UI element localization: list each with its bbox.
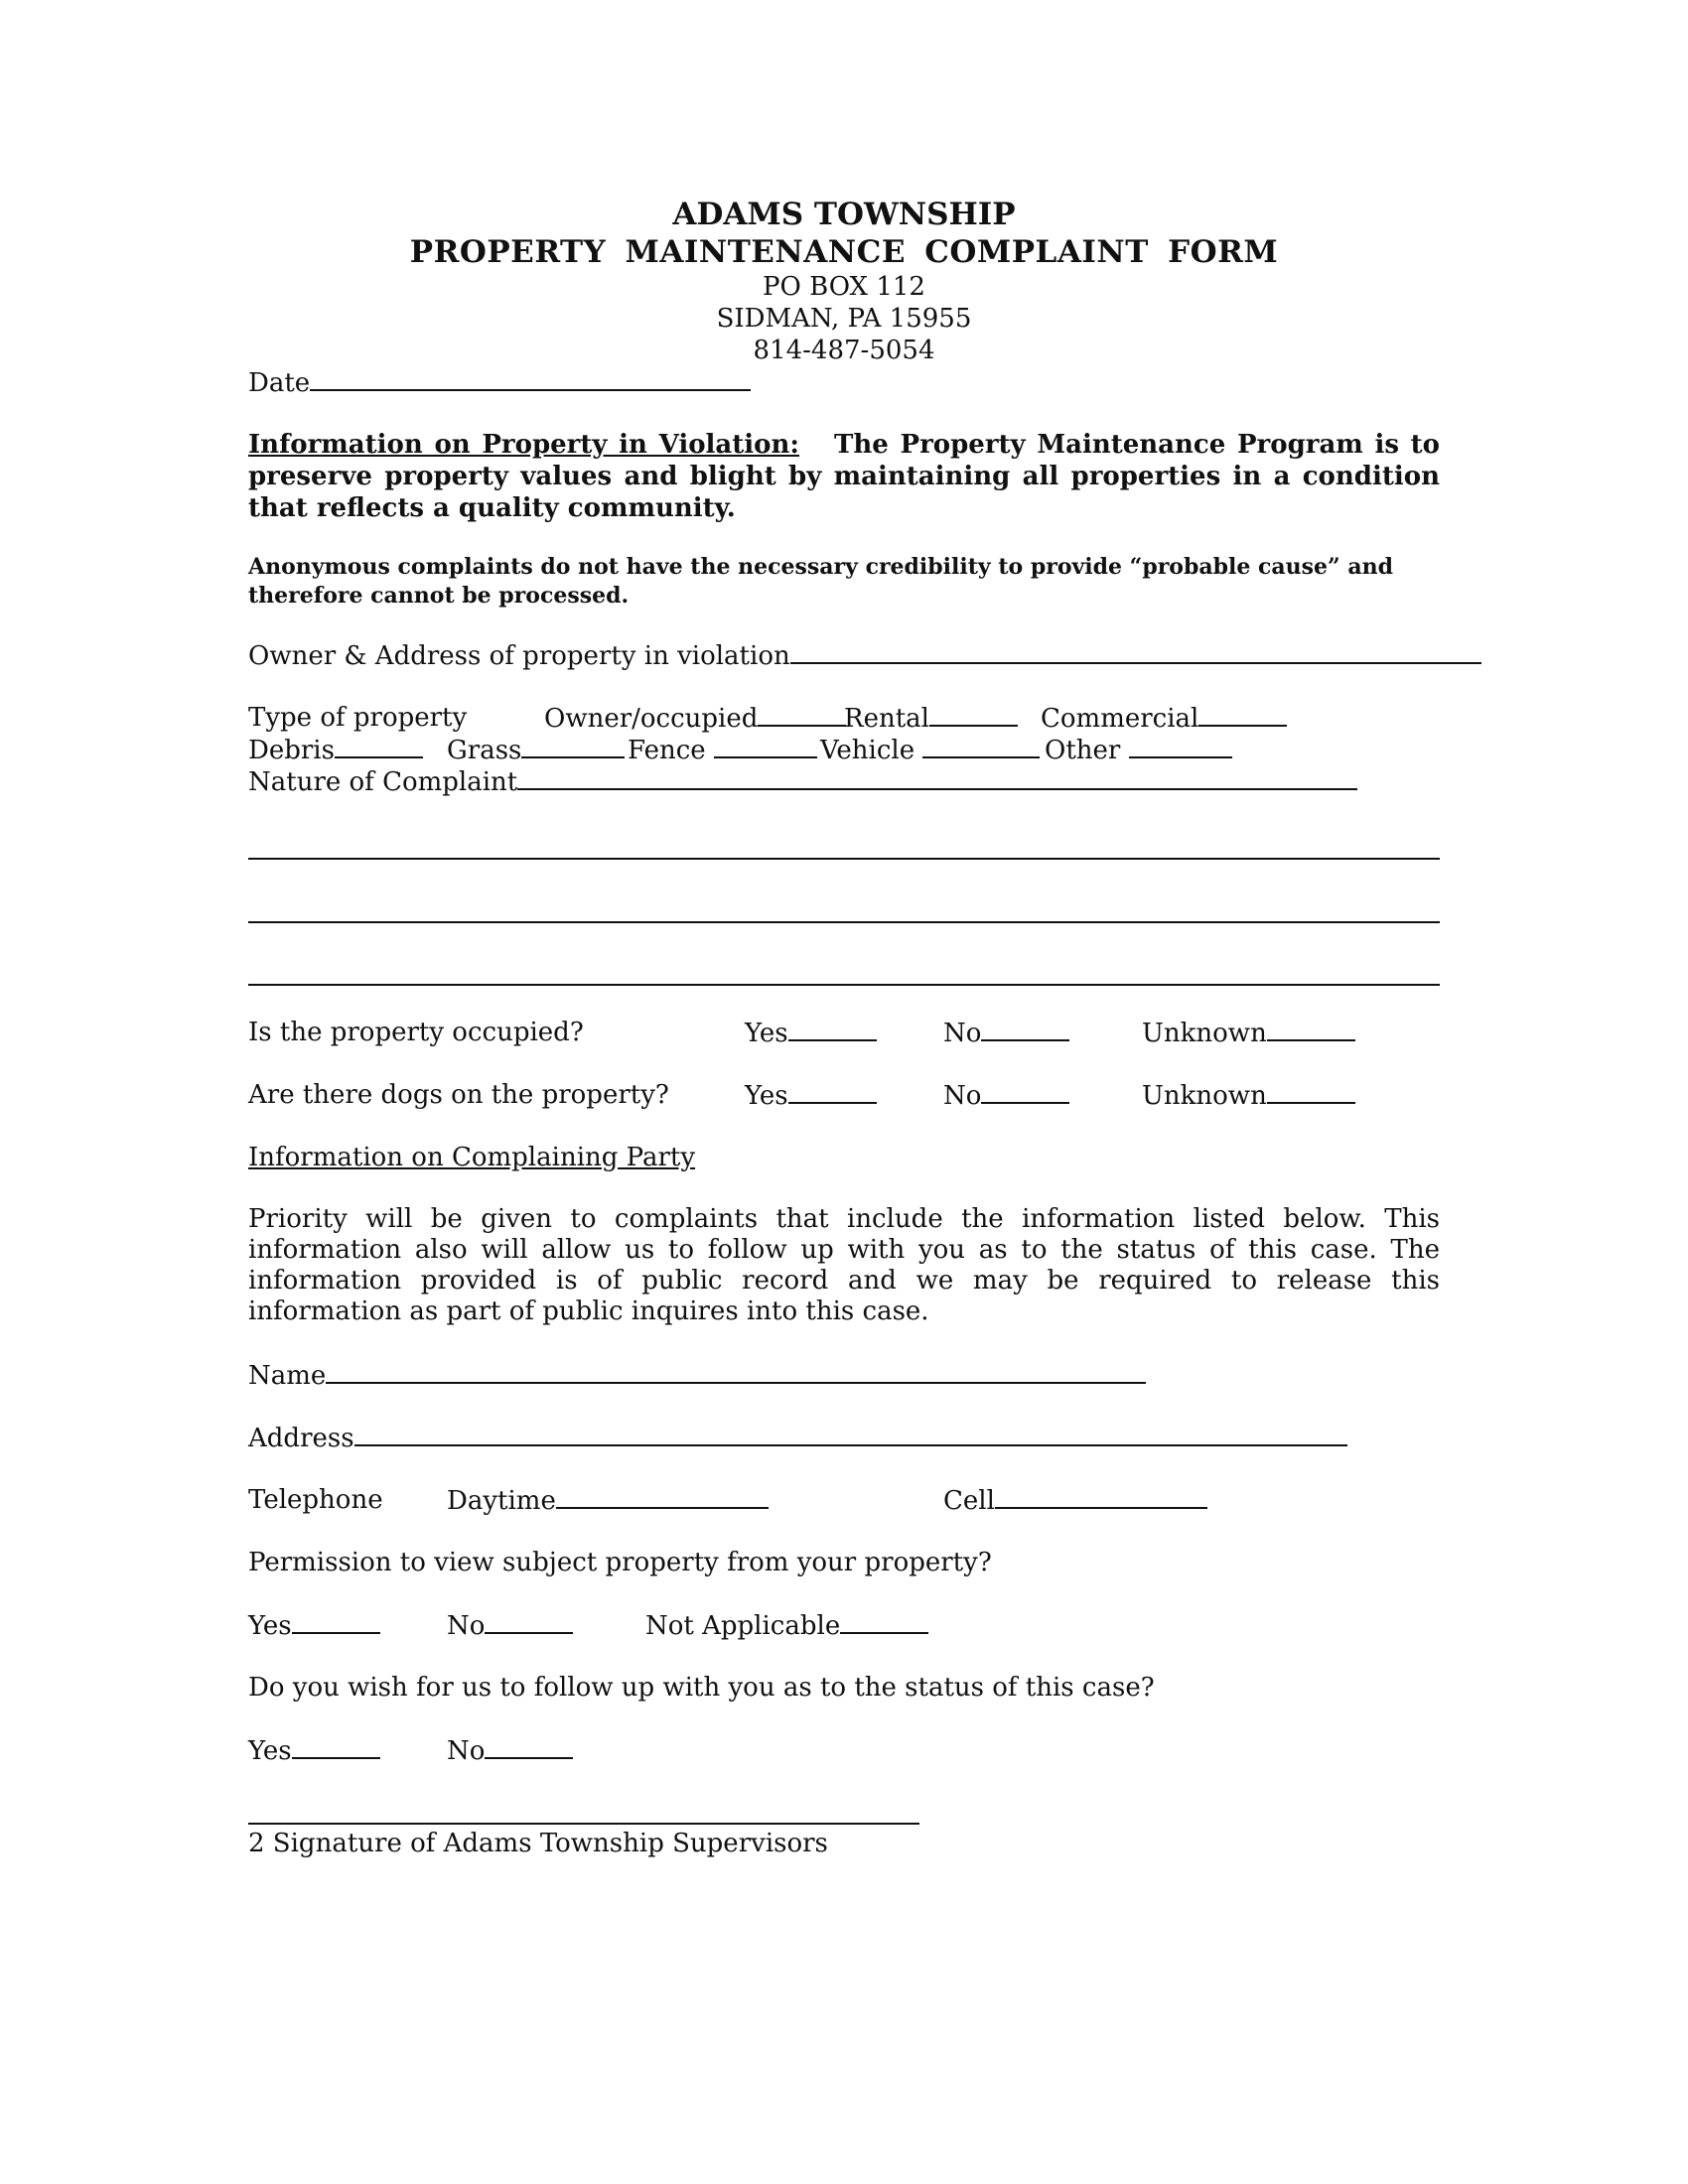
owner-field[interactable] [790, 640, 1481, 664]
fence-option [628, 735, 817, 765]
rental-option [844, 703, 1018, 734]
owner-occupied-option [544, 703, 846, 734]
address-row [248, 1423, 1347, 1453]
followup-yes-option [248, 1735, 380, 1766]
other-label: Other [1045, 736, 1121, 765]
township-title: ADAMS TOWNSHIP [672, 197, 1016, 232]
address-field[interactable] [354, 1423, 1347, 1446]
form-title: PROPERTY MAINTENANCE COMPLAINT FORM [409, 234, 1279, 270]
occupied-unknown-field[interactable] [1267, 1018, 1355, 1041]
occupied-unknown-option [1142, 1018, 1355, 1048]
city-state-zip: SIDMAN, PA 15955 [716, 304, 972, 334]
phone-number: 814-487-5054 [753, 336, 935, 365]
owner-occupied-label: Owner/occupied [544, 704, 759, 734]
occupied-yes-field[interactable] [788, 1018, 877, 1041]
permission-no-label: No [447, 1611, 486, 1641]
permission-na-option [645, 1610, 928, 1641]
date-row [248, 367, 751, 398]
permission-yes-option [248, 1610, 380, 1641]
rental-label: Rental [844, 704, 929, 734]
property-type-label: Type of property [248, 703, 468, 733]
cell-label: Cell [943, 1486, 995, 1516]
debris-option [248, 735, 423, 765]
complaining-party-heading: Information on Complaining Party [248, 1143, 696, 1172]
dogs-yes-label: Yes [745, 1081, 788, 1111]
nature-line-1[interactable] [248, 858, 1440, 860]
permission-yes-field[interactable] [292, 1610, 380, 1634]
dogs-unknown-option [1142, 1080, 1355, 1111]
dogs-unknown-field[interactable] [1267, 1080, 1355, 1104]
signature-line[interactable] [248, 1823, 919, 1825]
grass-option [447, 735, 625, 765]
dogs-no-field[interactable] [981, 1080, 1069, 1104]
fence-label: Fence [628, 736, 706, 765]
dogs-unknown-label: Unknown [1142, 1081, 1267, 1111]
followup-no-label: No [447, 1736, 486, 1766]
occupied-no-field[interactable] [981, 1018, 1069, 1041]
permission-no-field[interactable] [485, 1610, 573, 1634]
fence-field[interactable] [714, 735, 817, 758]
commercial-field[interactable] [1198, 703, 1287, 727]
followup-no-field[interactable] [485, 1735, 573, 1759]
cell-option [943, 1485, 1207, 1516]
address-label: Address [248, 1424, 354, 1453]
name-field[interactable] [326, 1360, 1146, 1384]
date-field[interactable] [310, 367, 751, 391]
dogs-question-label: Are there dogs on the property? [248, 1080, 669, 1110]
name-label: Name [248, 1361, 327, 1391]
other-option [1045, 735, 1232, 765]
daytime-label: Daytime [447, 1486, 556, 1516]
vehicle-field[interactable] [922, 735, 1040, 758]
daytime-field[interactable] [556, 1485, 769, 1509]
anonymous-notice: Anonymous complaints do not have the necessary credibility to provide “probable cause” and therefore cannot be processed. [248, 554, 1393, 609]
permission-no-option [447, 1610, 573, 1641]
commercial-option [1041, 703, 1287, 734]
occupied-yes-label: Yes [745, 1019, 788, 1048]
cell-field[interactable] [995, 1485, 1207, 1509]
dogs-no-label: No [943, 1081, 982, 1111]
owner-occupied-field[interactable] [758, 703, 846, 727]
vehicle-option [820, 735, 1040, 765]
followup-yes-field[interactable] [292, 1735, 380, 1759]
date-label: Date [248, 368, 311, 398]
rental-field[interactable] [929, 703, 1018, 727]
permission-na-label: Not Applicable [645, 1611, 841, 1641]
vehicle-label: Vehicle [820, 736, 915, 765]
debris-label: Debris [248, 736, 335, 765]
dogs-no-option [943, 1080, 1069, 1111]
nature-line-2[interactable] [248, 921, 1440, 923]
dogs-yes-field[interactable] [788, 1080, 877, 1104]
nature-line-3[interactable] [248, 984, 1440, 986]
nature-row [248, 766, 1357, 797]
followup-no-option [447, 1735, 573, 1766]
owner-label: Owner & Address of property in violation [248, 641, 790, 671]
occupied-no-option [943, 1018, 1069, 1048]
commercial-label: Commercial [1041, 704, 1199, 734]
followup-question-label: Do you wish for us to follow up with you as to the status of this case? [248, 1673, 1155, 1703]
occupied-unknown-label: Unknown [1142, 1019, 1267, 1048]
signature-label: 2 Signature of Adams Township Supervisors [248, 1829, 828, 1858]
occupied-question-label: Is the property occupied? [248, 1018, 584, 1047]
priority-paragraph: Priority will be given to complaints that include the information listed below. This information also will allow us to follow up with you as to the status of this case. The information provided is of public record and we may be required to release this information as part of public inquires into this case. [248, 1204, 1440, 1326]
name-row [248, 1360, 1146, 1391]
grass-field[interactable] [521, 735, 625, 758]
nature-label: Nature of Complaint [248, 767, 518, 797]
nature-field[interactable] [517, 766, 1357, 790]
daytime-option [447, 1485, 769, 1516]
violation-paragraph [248, 429, 1440, 524]
debris-field[interactable] [335, 735, 423, 758]
grass-label: Grass [447, 736, 522, 765]
violation-text: The Property Maintenance Program is to preserve property values and blight by maintaining all properties in a condition that reflects a quality community. [248, 430, 1441, 523]
other-field[interactable] [1129, 735, 1232, 758]
occupied-yes-option [745, 1018, 877, 1048]
owner-row [248, 640, 1481, 671]
telephone-label: Telephone [248, 1485, 383, 1515]
dogs-yes-option [745, 1080, 877, 1111]
violation-heading: Information on Property in Violation: [248, 430, 800, 460]
followup-yes-label: Yes [248, 1736, 292, 1766]
permission-na-field[interactable] [840, 1610, 928, 1634]
po-box: PO BOX 112 [763, 272, 925, 302]
permission-question-label: Permission to view subject property from your property? [248, 1548, 992, 1577]
permission-yes-label: Yes [248, 1611, 292, 1641]
occupied-no-label: No [943, 1019, 982, 1048]
